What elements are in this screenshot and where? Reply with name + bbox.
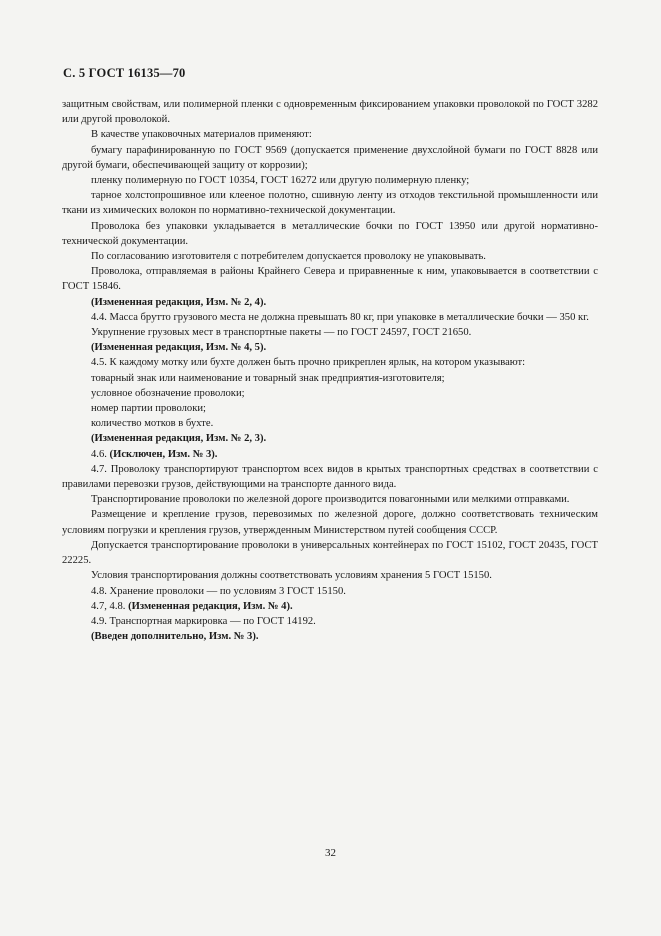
paragraph: По согласованию изготовителя с потребителем допускается проволоку не упаковывать. bbox=[91, 251, 486, 263]
paragraph: 4.9. Транспортная маркировка — по ГОСТ 14192. bbox=[91, 615, 316, 627]
paragraph: В качестве упаковочных материалов применяют: bbox=[91, 129, 312, 141]
document-body bbox=[62, 97, 598, 644]
paragraph: 4.5. К каждому мотку или бухте должен быть прочно прикреплен ярлык, на котором указывают: bbox=[91, 357, 526, 369]
paragraph: бумагу парафинированную по ГОСТ 9569 (допускается применение двухслойной бумаги по ГОСТ 8828 или другой бумаги, обеспечивающей защиту от коррозии); bbox=[62, 144, 598, 171]
paragraph: условное обозначение проволоки; bbox=[91, 387, 245, 399]
paragraph: Условия транспортирования должны соответствовать условиям хранения 5 ГОСТ 15150. bbox=[91, 570, 492, 582]
clause-number: 4.6. bbox=[91, 448, 110, 460]
page-number: 32 bbox=[325, 847, 336, 859]
paragraph: защитным свойствам, или полимерной пленки с одновременным фиксированием упаковки проволокой по ГОСТ 3282 или другой проволокой. bbox=[62, 99, 598, 126]
paragraph: количество мотков в бухте. bbox=[91, 418, 214, 430]
paragraph: товарный знак или наименование и товарный знак предприятия-изготовителя; bbox=[91, 372, 445, 384]
paragraph: Проволока, отправляемая в районы Крайнего Севера и приравненные к ним, упаковывается в соответствии с ГОСТ 15846. bbox=[62, 266, 598, 293]
amendment-note: (Измененная редакция, Изм. № 4). bbox=[128, 600, 293, 612]
clause-number: 4.7, 4.8. bbox=[91, 600, 129, 612]
paragraph: номер партии проволоки; bbox=[91, 403, 206, 415]
paragraph bbox=[62, 447, 598, 462]
paragraph: Проволока без упаковки укладывается в металлические бочки по ГОСТ 13950 или другой нормативно-технической документации. bbox=[62, 220, 598, 247]
paragraph: Транспортирование проволоки по железной дороге производится повагонными или мелкими отправками. bbox=[91, 494, 570, 506]
amendment-note: (Измененная редакция, Изм. № 2, 3). bbox=[91, 433, 267, 445]
paragraph: пленку полимерную по ГОСТ 10354, ГОСТ 16272 или другую полимерную пленку; bbox=[91, 175, 470, 187]
paragraph bbox=[62, 599, 598, 614]
amendment-note: (Введен дополнительно, Изм. № 3). bbox=[91, 631, 259, 643]
paragraph: 4.4. Масса брутто грузового места не должна превышать 80 кг, при упаковке в металлические бочки — 350 кг. bbox=[91, 311, 589, 323]
amendment-note: (Исключен, Изм. № 3). bbox=[109, 448, 218, 460]
paragraph: Допускается транспортирование проволоки в универсальных контейнерах по ГОСТ 15102, ГОСТ 20435, ГОСТ 22225. bbox=[62, 539, 598, 567]
amendment-note: (Измененная редакция, Изм. № 4, 5). bbox=[91, 342, 267, 354]
amendment-note: (Измененная редакция, Изм. № 2, 4). bbox=[91, 296, 267, 308]
paragraph: тарное холстопрошивное или клееное полотно, сшивную ленту из отходов текстильной промышленности или ткани из химических волокон по нормативно-технической документации. bbox=[62, 190, 598, 217]
paragraph: 4.7. Проволоку транспортируют транспортом всех видов в крытых транспортных средствах в соответствии с правилами перевозки грузов, действующими на транспорте данного вида. bbox=[62, 463, 598, 491]
paragraph: 4.8. Хранение проволоки — по условиям 3 ГОСТ 15150. bbox=[91, 585, 346, 597]
paragraph: Укрупнение грузовых мест в транспортные пакеты — по ГОСТ 24597, ГОСТ 21650. bbox=[91, 327, 472, 339]
paragraph: Размещение и крепление грузов, перевозимых по железной дороге, должно соответствовать техническим условиям погрузки и крепления грузов, утвержденным Министерством путей сообщения СССР. bbox=[62, 509, 598, 536]
page-header: С. 5 ГОСТ 16135—70 bbox=[63, 66, 186, 80]
